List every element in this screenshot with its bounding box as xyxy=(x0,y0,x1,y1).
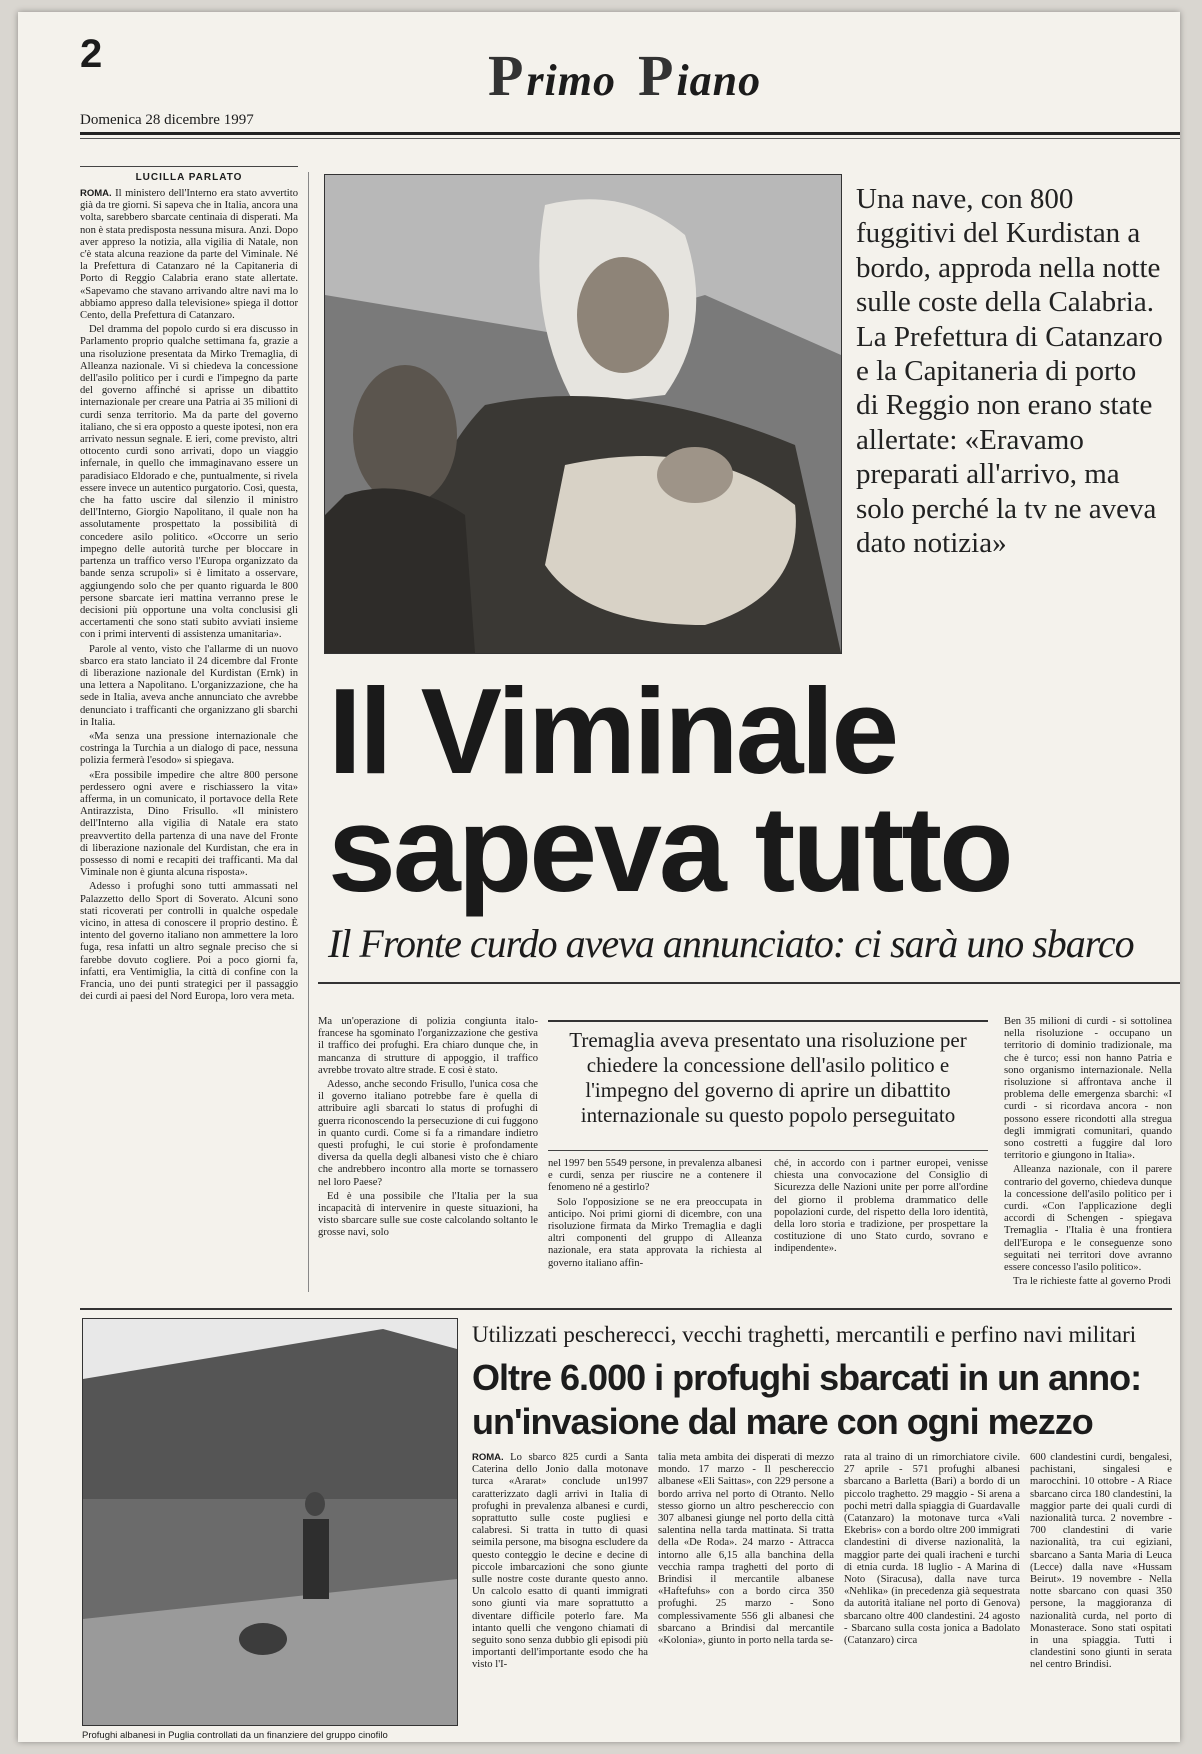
paragraph-4: «Ma senza una pressione internazionale che costringa la Turchia a un dialogo di pace, nessuna polizia fermerà l'esodo» si spiegava. xyxy=(80,730,298,767)
paragraph-6: Adesso i profughi sono tutti ammassati nel Palazzetto dello Sport di Soverato. Alcuni sono stati ricoverati per controlli in qualche ospedale vicino, in attesa di conoscere il proprio destino. È intento del governo italiano non ammettere la loro fuga, resa infatti un altro segnale preciso che si farebbe dovuto cogliere. Poi a poco giorni fa, infatti, era Ventimiglia, la città di confine con la Francia, uno dei punti strategici per il passaggio dei curdi ai paesi del Nord Europa, loro vera meta. xyxy=(80,881,298,1003)
header-rule-thin xyxy=(80,138,1180,139)
second-col-3-text: rata al traino di un rimorchiatore civile. 27 aprile - 571 profughi albanesi sbarcano a Barletta (Bari) a bordo di un piccolo traghetto. 29 maggio - Si arena a pochi metri dalla spiaggia di Guardavalle (Catanzaro) la motonave turca «Vali Ekebris» con a bordo oltre 200 immigrati clandestini di diverse nazionalità, la maggior parte dei quali iracheni e turchi di etnia curda. 18 luglio - A Marina di Noto (Siracusa), dalla nave turca «Nehlika» (in precedenza già sequestrata da autorità italiane nel porto di Genova) sbarcano oltre 400 clandestini. 24 agosto - Sbarcano sulla costa jonica a Badolato (Catanzaro) circa xyxy=(844,1452,1020,1647)
second-col-4-text: 600 clandestini curdi, bengalesi, pachistani, singalesi e marocchini. 10 ottobre - A Riace sbarcano circa 180 clandestini, la maggior parte dei quali curdi di nazionalità turca. 2 novembre - 700 clandestini di varie nazionalità, tra cui egiziani, sbarcano a Santa Maria di Leuca (Lecce) dalla nave «Hussam Beirut». 19 novembre - Nella notte sbarcano con quasi 350 persone, la maggioranza di nazionalità curda, nel porto di Monasterace. Sono stati ospitati in una spiaggia. Tutti i clandestini sono giunti in serata nel centro Brindisi. xyxy=(1030,1452,1172,1671)
second-story-column-1 xyxy=(472,1452,648,1732)
paragraph-13: Ben 35 milioni di curdi - si sottolinea nella risoluzione - occupano un territorio di dominio tradizionale, ma che è turco; essi non hanno Patria e sono organismo internazionale. Nella risoluzione si affrontava anche il problema delle emergenza sbarchi: «I curdi - si ricordava ancora - non possono essere ricondotti alla stregua degli immigrati comunitari, quando sono costretti a fuggire dal loro territorio e giungono in Italia». xyxy=(1004,1016,1172,1162)
ship-photo-icon xyxy=(82,1318,458,1726)
section-initial-2: P xyxy=(638,43,675,108)
header-rule xyxy=(80,132,1180,135)
paragraph-12: ché, in accordo con i partner europei, venisse chiesta una convocazione del Consiglio di Sicurezza delle Nazioni unite per porre all'ordine del giorno il problema drammatico delle popolazioni curde, del rispetto della loro identità, della loro storia e tradizione, per prospettare la costituzione di uno Stato curdo, sovrano e indipendente». xyxy=(774,1158,988,1255)
paragraph-3: Parole al vento, visto che l'allarme di un nuovo sbarco era stato lanciato il 24 dicembre dal Fronte di liberazione nazionale del Kurdistan (Ernk) in una lettera a Napolitano. L'organizzazione, che ha sede in Italia, aveva anche annunciato che avrebbe denunciato i trafficanti che organizzano gli sbarchi in Italia. xyxy=(80,643,298,728)
second-story-headline xyxy=(472,1356,1180,1444)
paragraph-7: Ma un'operazione di polizia congiunta italo-francese ha sgominato l'organizzazione che gestiva il traffico dei profughi. Era chiaro dunque che, in mancanza di strutture di appoggio, il traffico avrebbe trovato altre strade. E così è stato. xyxy=(318,1016,538,1076)
paragraph-10: nel 1997 ben 5549 persone, in prevalenza albanesi e curdi, senza per riuscire ne a contenere il fenomeno né a gestirlo? xyxy=(548,1158,762,1194)
paragraph-9: Ed è una possibile che l'Italia per la sua incapacità di intervenire in queste situazioni, ha visto sbarcare sulle sue coste calcolando soltanto le grosse navi, solo xyxy=(318,1190,538,1239)
second-headline-line-1: Oltre 6.000 i profughi sbarcati in un anno: xyxy=(472,1357,1142,1398)
section-word-1: rimo xyxy=(526,56,617,105)
paragraph-11: Solo l'opposizione se ne era preoccupata in anticipo. Noi primi giorni di dicembre, con una risoluzione firmata da Mirko Tremaglia e dagli altri componenti del gruppo di Alleanza nazionale, era stata approvata la richiesta al governo italiano affin- xyxy=(548,1196,762,1269)
second-headline-line-2: un'invasione dal mare con ogni mezzo xyxy=(472,1401,1093,1442)
second-story-column-4 xyxy=(1030,1452,1172,1732)
subheadline: Il Fronte curdo aveva annunciato: ci sarà uno sbarco xyxy=(328,921,1134,966)
main-story-column-2 xyxy=(318,1016,538,1300)
section-divider xyxy=(80,1308,1172,1310)
paragraph-2: Del dramma del popolo curdo si era discusso in Parlamento proprio qualche settimana fa, grazie a una risoluzione presentata da Mirko Tremaglia, di Alleanza nazionale. Vi si chiedeva la concessione dell'asilo politico per i curdi e l'impegno da parte del governo affinché si aprisse un dibattito internazionale per creare una Patria ai 35 milioni di curdi senza territorio. Ma da parte del governo italiano, che si era opposto a queste ipotesi, non era arrivato nessun segnale. E ieri, come previsto, altri ottocento curdi sono arrivati, dopo un viaggio infernale, in quello che immaginavano essere un paradisiaco Eldorado e che, puntualmente, si rivela essere invece un autentico purgatorio. Così, questa, che ha fatto uscire dal silenzio il ministro dell'Interno, Giorgio Napolitano, il quale non ha assolutamente prospettato la possibilità di concedere asilo politico. «Occorre un serio impegno delle autorità turche per bloccare in partenza un traffico verso l'Europa organizzato da bande senza scrupoli» si è limitato a osservare, aggiungendo solo che per quanto riguarda le 800 persone sbarcate ieri mattina verranno prese le decisioni più opportune una volta conclusisi gli accertamenti che sono stati subito avviati insieme con i primi interventi di assistenza umanitaria». xyxy=(80,324,298,641)
second-col-1-text: Lo sbarco 825 curdi a Santa Caterina dello Jonio dalla motonave turca «Ararat» conclude un1997 caratterizzato dagli arrivi in Italia di profughi in prevalenza albanesi e curdi, soprattutto sulle coste pugliesi e calabresi. Si tratta in tutto di quasi seimila persone, ma bisogna escludere da questo conteggio le decine e decine di piccole imbarcazioni che sono giunte sulle nostre coste durante questo anno. Un calcolo esatto di quanti immigrati sono giunti via mare soprattutto a diventare difficile poterlo fare. Ma intanto quelli che vengono chiamati di seguito sono senza dubbio gli episodi più importanti dell'importante esodo che ha visto l'I- xyxy=(472,1452,648,1671)
refugee-photo-icon xyxy=(324,174,842,654)
paragraph-1: Il ministero dell'Interno era stato avvertito già da tre giorni. Si sapeva che in Italia, ancora una volta, sarebbero sbarcate centinaia di disperati. Ma non è stata predisposta nessuna misura. Anzi. Dopo aver appreso la notizia, alla vigilia di Natale, non c'è stata alcuna reazione da parte del Viminale. Né la Prefettura di Catanzaro né la Capitaneria di Porto di Reggio Calabria erano state allertate. «Sapevamo che stavano arrivando altre navi ma lo abbiamo appreso dalla televisione» spiega il dottor Cento, della Prefettura di Catanzaro. xyxy=(80,188,298,322)
paragraph-5: «Era possibile impedire che altre 800 persone perdessero ogni avere e rischiassero la vita» afferma, in un comunicato, il portavoce della Rete Antirazzista, Dino Frisullo. «Il ministero dell'Interno alla vigilia di Natale era stato preavvertito della partenza di una nave del Fronte di liberazione nazionale del Kurdistan, che era in possesso di nomi e recapiti dei trafficanti. Ma dal Viminale non è giunta alcuna risposta». xyxy=(80,769,298,879)
headline-line-2: sapeva tutto xyxy=(328,781,1011,917)
page-number: 2 xyxy=(80,32,103,76)
issue-date: Domenica 28 dicembre 1997 xyxy=(80,112,254,128)
pullquote: Tremaglia aveva presentato una risoluzione per chiedere la concessione dell'asilo politico e l'impegno del governo di aprire un dibattito internazionale su questo popolo perseguitato xyxy=(548,1020,988,1128)
section-initial-1: P xyxy=(488,43,525,108)
newspaper-page xyxy=(18,12,1180,1742)
main-story-column-4 xyxy=(774,1158,988,1300)
second-story-column-3 xyxy=(844,1452,1020,1732)
section-title xyxy=(488,42,761,109)
main-headline xyxy=(328,663,1178,917)
main-story-column-5 xyxy=(1004,1016,1172,1300)
byline: LUCILLA PARLATO xyxy=(135,172,243,183)
second-story-kicker: Utilizzati pescherecci, vecchi traghetti, mercantili e perfino navi militari xyxy=(472,1322,1137,1347)
paragraph-8: Adesso, anche secondo Frisullo, l'unica cosa che il governo italiano potrebbe fare è quella di attribuire agli sbarcati lo status di profughi di guerra riconoscendo la persecuzione di cui fuggono in quanto curdi. Come si fa a rimandare indietro questi profughi, le cui storie è profondamente diversa da quella degli albanesi visto che è chiaro che andrebbero incontro alla morte se tornassero nel loro Paese? xyxy=(318,1079,538,1188)
refugee-photo-drawing xyxy=(325,175,841,653)
ship-photo-drawing xyxy=(83,1319,457,1725)
main-story-column-3 xyxy=(548,1158,762,1300)
subhead-rule xyxy=(318,982,1180,984)
photo-caption: Profughi albanesi in Puglia controllati da un finanziere del gruppo cinofilo xyxy=(82,1730,388,1741)
headline-line-1: Il Viminale xyxy=(328,663,897,799)
dateline: ROMA. xyxy=(80,188,112,199)
column-divider xyxy=(308,172,309,1292)
pullquote-rule xyxy=(548,1150,988,1151)
paragraph-14: Alleanza nazionale, con il parere contrario del governo, chiedeva dunque la concessione dell'asilo politico per i curdi. «Con l'applicazione degli accordi di Schengen - spiegava Tremaglia - l'Italia è una frontiera dell'Europa e le conseguenze sono seguitati nei territori dove avranno essere concesso l'asilo politico». xyxy=(1004,1164,1172,1274)
intro-text: Una nave, con 800 fuggitivi del Kurdistan a bordo, approda nella notte sulle coste della Calabria. La Prefettura di Catanzaro e la Capitaneria di porto di Reggio non erano state allertate: «Eravamo preparati all'arrivo, ma solo perché la tv ne aveva dato notizia» xyxy=(856,183,1163,560)
paragraph-15: Tra le richieste fatte al governo Prodi xyxy=(1013,1276,1171,1288)
second-col-2-text: talia meta ambita dei disperati di mezzo mondo. 17 marzo - Il peschereccio albanese «Eli Saittas», con 229 persone a bordo arriva nel porto di Otranto. Nello stesso giorno un altro peschereccio con 307 albanesi giunge nel porto della città salentina nella tarda mattinata. Si tratta della «De Roda». 24 marzo - Attracca intorno alle 6,15 alla banchina della vecchia rampa traghetti del porto di Brindisi il mercantile albanese «Haftefuhs» con a bordo circa 350 profughi. 25 marzo - Sono complessivamente 556 gli albanesi che sbarcano a Brindisi dal mercantile «Kolonia», giunto in porto nella tarda se- xyxy=(658,1452,834,1647)
main-story-column-1 xyxy=(80,188,298,1008)
section-word-2: iano xyxy=(676,56,762,105)
byline-rule xyxy=(80,166,298,167)
second-story-column-2 xyxy=(658,1452,834,1732)
second-dateline: ROMA. xyxy=(472,1452,504,1463)
